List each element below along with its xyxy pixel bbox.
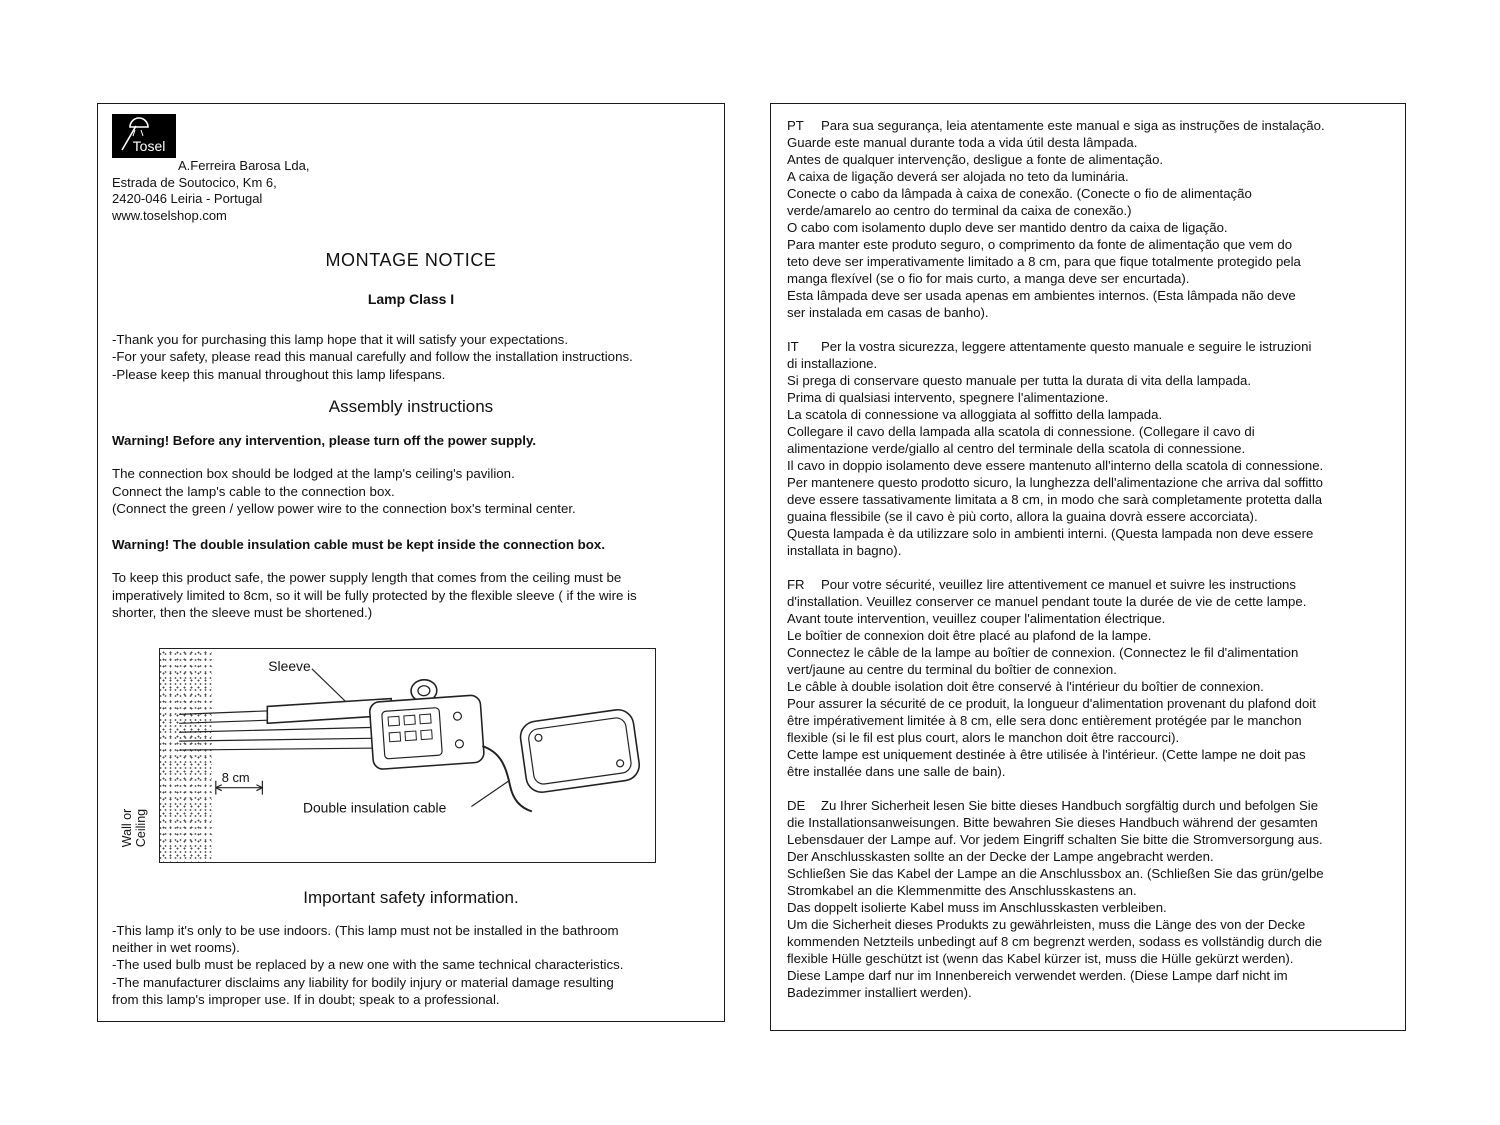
text-line: O cabo com isolamento duplo deve ser mantido dentro da caixa de ligação. xyxy=(787,220,1228,235)
text: Per la vostra sicurezza, leggere attentamente questo manuale e seguire le istruzioni xyxy=(821,339,1312,354)
text-line: Cette lampe est uniquement destinée à être utilisée à l'intérieur. (Cette lampe ne doit pas xyxy=(787,747,1306,762)
text-line xyxy=(787,117,1389,134)
text-line: Das doppelt isolierte Kabel muss im Anschlusskasten verbleiben. xyxy=(787,900,1167,915)
diagram-drawing xyxy=(160,649,655,862)
text: Zu Ihrer Sicherheit lesen Sie bitte dieses Handbuch sorgfältig durch und befolgen Sie xyxy=(821,798,1319,813)
text: Pour votre sécurité, veuillez lire attentivement ce manuel et suivre les instructions xyxy=(821,577,1296,592)
company-name: A.Ferreira Barosa Lda, xyxy=(178,158,310,173)
text-line: Diese Lampe darf nur im Innenbereich verwendet werden. (Diese Lampe darf nicht im xyxy=(787,968,1288,983)
installation-diagram xyxy=(112,648,710,864)
text-line: Para manter este produto seguro, o comprimento da fonte de alimentação que vem do xyxy=(787,237,1293,252)
section-lines-de xyxy=(787,814,1389,1001)
text-line: installata in bagno). xyxy=(787,543,902,558)
wall-ceiling-label: Wall or Ceiling xyxy=(120,808,148,847)
lang-section-fr xyxy=(787,576,1389,780)
section-lines-pt xyxy=(787,134,1389,321)
section-lines-fr xyxy=(787,593,1389,780)
cable-leader-line xyxy=(471,780,509,806)
text-line: verde/amarelo ao centro do terminal da caixa de conexão.) xyxy=(787,203,1132,218)
text-line: Antes de qualquer intervenção, desligue a fonte de alimentação. xyxy=(787,152,1164,167)
translations-panel xyxy=(770,103,1406,1031)
section-lines-it xyxy=(787,355,1389,559)
text-line: être installée dans une salle de bain). xyxy=(787,764,1006,779)
text-line: from this lamp's improper use. If in doubt; speak to a professional. xyxy=(112,992,500,1008)
assembly-instructions-heading: Assembly instructions xyxy=(328,397,494,417)
text-line: être impérativement limitée à 8 cm, elle sera donc entièrement protégée par le manchon xyxy=(787,713,1302,728)
text-line: Conecte o cabo da lâmpada à caixa de conexão. (Conecte o fio de alimentação xyxy=(787,186,1252,201)
text-line: Badezimmer installiert werden). xyxy=(787,985,972,1000)
text-line xyxy=(787,576,1389,593)
company-header xyxy=(112,114,710,224)
text-line: To keep this product safe, the power supply length that comes from the ceiling must be xyxy=(112,570,622,586)
language-code-it: IT xyxy=(787,339,799,354)
text-line: -The used bulb must be replaced by a new one with the same technical characteristics. xyxy=(112,957,624,973)
document-title: MONTAGE NOTICE xyxy=(325,250,497,270)
text-line: di installazione. xyxy=(787,356,878,371)
cable-length-paragraph xyxy=(112,569,710,621)
text-line xyxy=(787,338,1389,355)
text-line: Collegare il cavo della lampada alla scatola di connessione. (Collegare il cavo di xyxy=(787,424,1255,439)
tosel-logo xyxy=(112,114,176,158)
lang-section-de xyxy=(787,797,1389,1001)
text-line: vert/jaune au centre du terminal du boîtier de connexion. xyxy=(787,662,1117,677)
text-line: Si prega di conservare questo manuale per tutta la durata di vita della lampada. xyxy=(787,373,1252,388)
text-line: Guarde este manual durante toda a vida útil desta lâmpada. xyxy=(787,135,1138,150)
lamp-light-ray-icon xyxy=(141,130,143,136)
text-line: -The manufacturer disclaims any liability for bodily injury or material damage resulting xyxy=(112,974,614,990)
text-line: Le boîtier de connexion doit être placé au plafond de la lampe. xyxy=(787,628,1152,643)
lang-section-it xyxy=(787,338,1389,559)
text-line: die Installationsanweisungen. Bitte bewahren Sie dieses Handbuch während der gesamten xyxy=(787,815,1318,830)
intro-paragraph xyxy=(112,331,710,383)
text-line: Pour assurer la sécurité de ce produit, la longueur d'alimentation provenant du plafond doit xyxy=(787,696,1316,711)
text: Para sua segurança, leia atentamente este manual e siga as instruções de instalação. xyxy=(821,118,1325,133)
text-line xyxy=(787,797,1389,814)
text-line: teto deve ser imperativamente limitado a 8 cm, para que fique totalmente protegido pela xyxy=(787,254,1301,269)
warning-power-supply: Warning! Before any intervention, please turn off the power supply. xyxy=(112,433,537,449)
text-line: d'installation. Veuillez conserver ce manuel pendant toute la durée de vie de cette lampe. xyxy=(787,594,1307,609)
text-line: imperatively limited to 8cm, so it will be fully protected by the flexible sleeve ( if the wire is xyxy=(112,587,637,603)
company-website: www.toselshop.com xyxy=(112,207,227,223)
text-line: neither in wet rooms). xyxy=(112,940,240,956)
text-line: Stromkabel an die Klemmenmitte des Anschlusskastens an. xyxy=(787,883,1137,898)
cover-plate-shape xyxy=(519,707,642,793)
text-line: -For your safety, please read this manual carefully and follow the installation instructions. xyxy=(112,349,633,365)
text-line: flexible Hülle geschützt ist (wenn das Kabel kürzer ist, muss die Hülle gekürzt werden). xyxy=(787,951,1294,966)
text-line: ser instalada em casas de banho). xyxy=(787,305,989,320)
text-line: Schließen Sie das Kabel der Lampe an die Anschlussbox an. (Schließen Sie das grün/gelbe xyxy=(787,866,1324,881)
diagram-frame xyxy=(159,648,656,863)
safety-paragraph xyxy=(112,922,710,1009)
company-city: 2420-046 Leiria - Portugal xyxy=(112,191,263,206)
language-code-fr: FR xyxy=(787,577,805,592)
text-line: flexible (si le fil est plus court, alors le manchon doit être raccourci). xyxy=(787,730,1180,745)
text-line: Esta lâmpada deve ser usada apenas em ambientes internos. (Esta lâmpada não deve xyxy=(787,288,1296,303)
text-line: shorter, then the sleeve must be shortened.) xyxy=(112,605,373,621)
company-street: Estrada de Soutocico, Km 6, xyxy=(112,174,277,190)
safety-information-heading: Important safety information. xyxy=(303,887,519,907)
montage-notice-panel xyxy=(97,103,725,1022)
logo-wordmark: Tosel xyxy=(132,138,166,154)
language-code-de: DE xyxy=(787,798,806,813)
text-line: Um die Sicherheit dieses Produkts zu gewährleisten, muss die Länge des von der Decke xyxy=(787,917,1306,932)
text-line: Connect the lamp's cable to the connection box. xyxy=(112,483,395,499)
text-line: deve essere tassativamente limitata a 8 cm, in modo che sarà completamente protetta dalla xyxy=(787,492,1323,507)
text-line: Lebensdauer der Lampe auf. Vor jedem Eingriff schalten Sie bitte die Stromversorgung aus. xyxy=(787,832,1323,847)
text-line: Questa lampada è da utilizzare solo in ambienti interni. (Questa lampada non deve essere xyxy=(787,526,1314,541)
dimension-label: 8 cm xyxy=(221,769,250,785)
language-code-pt: PT xyxy=(787,118,804,133)
warning-double-insulation: Warning! The double insulation cable must be kept inside the connection box. xyxy=(112,537,606,553)
text-line: Il cavo in doppio isolamento deve essere mantenuto all'interno della scatola di connessione. xyxy=(787,458,1324,473)
text-line: A caixa de ligação deverá ser alojada no teto da luminária. xyxy=(787,169,1129,184)
text-line: Connectez le câble de la lampe au boîtier de connexion. (Connectez le fil d'alimentation xyxy=(787,645,1299,660)
lamp-class-subtitle: Lamp Class I xyxy=(367,291,455,307)
text-line: The connection box should be lodged at the lamp's ceiling's pavilion. xyxy=(112,466,515,482)
sleeve-leader-line xyxy=(312,668,346,701)
connection-box-shape xyxy=(368,676,485,770)
text-line: Per mantenere questo prodotto sicuro, la lunghezza dell'alimentazione che arriva dal soffitto xyxy=(787,475,1323,490)
text-line: -This lamp it's only to be use indoors. (This lamp must not be installed in the bathroom xyxy=(112,922,619,938)
text-line: (Connect the green / yellow power wire to the connection box's terminal center. xyxy=(112,501,576,517)
text-line: -Please keep this manual throughout this lamp lifespans. xyxy=(112,366,446,382)
connection-paragraph xyxy=(112,465,710,517)
text-line: La scatola di connessione va alloggiata al soffitto della lampada. xyxy=(787,407,1163,422)
cable-label: Double insulation cable xyxy=(302,799,447,816)
text-line: kommenden Netzteils unbedingt auf 8 cm begrenzt werden, sodass es vollständig durch die xyxy=(787,934,1323,949)
text-line: Le câble à double isolation doit être conservé à l'intérieur du boîtier de connexion. xyxy=(787,679,1264,694)
text-line: Der Anschlusskasten sollte an der Decke der Lampe angebracht werden. xyxy=(787,849,1214,864)
sleeve-label: Sleeve xyxy=(268,657,311,674)
lang-section-pt xyxy=(787,117,1389,321)
lamp-head-icon xyxy=(130,118,148,127)
text-line: guaina flessibile (se il cavo è più corto, allora la guaina dovrà essere accorciata). xyxy=(787,509,1258,524)
tosel-logo-art xyxy=(112,114,176,158)
text-line: alimentazione verde/giallo al centro del terminale della scatola di connessione. xyxy=(787,441,1246,456)
text-line: Avant toute intervention, veuillez couper l'alimentation électrique. xyxy=(787,611,1166,626)
text-line: manga flexível (se o fio for mais curto, a manga deve ser encurtada). xyxy=(787,271,1190,286)
text-line: Prima di qualsiasi intervento, spegnere l'alimentazione. xyxy=(787,390,1109,405)
text-line: -Thank you for purchasing this lamp hope that it will satisfy your expectations. xyxy=(112,332,569,347)
